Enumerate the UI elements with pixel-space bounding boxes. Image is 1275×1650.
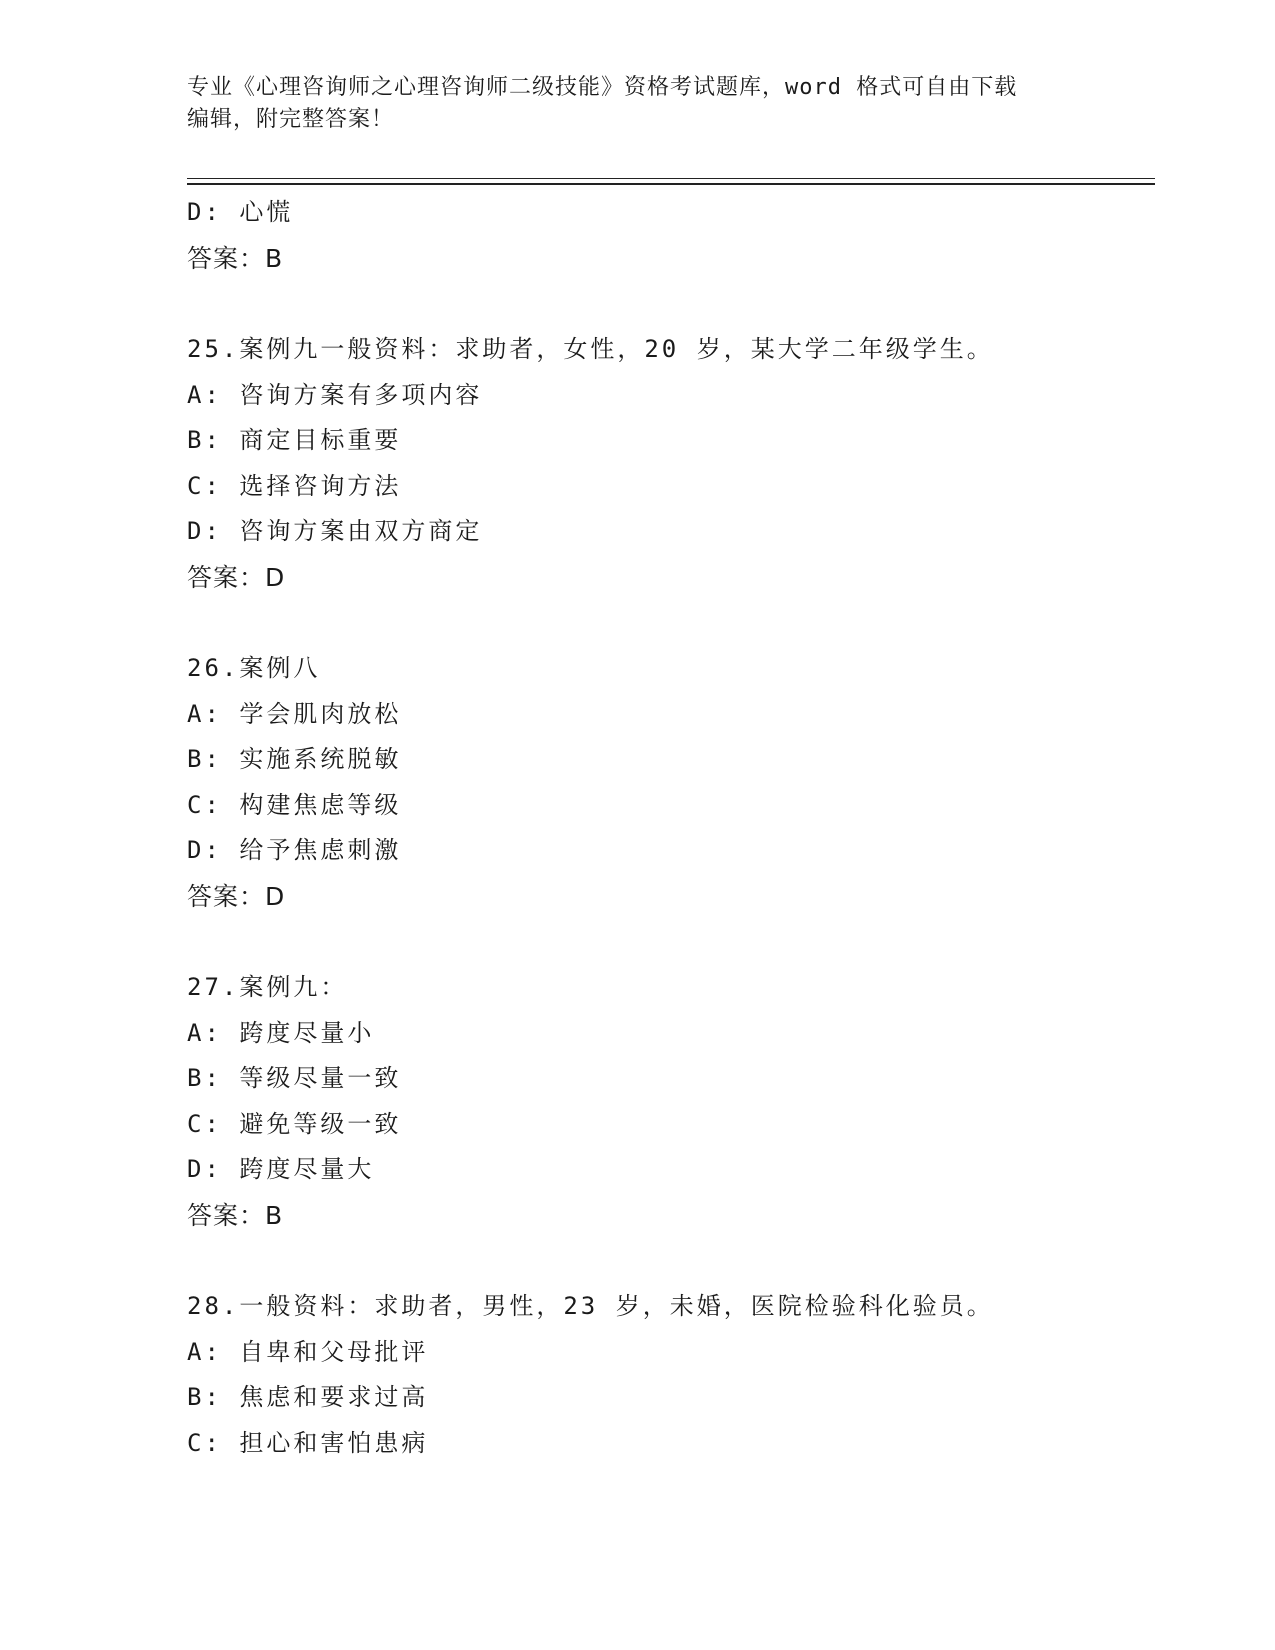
option-a: A: 咨询方案有多项内容 xyxy=(187,380,483,409)
option-a: A: 自卑和父母批评 xyxy=(187,1337,429,1366)
spacer xyxy=(187,919,1155,965)
answer: 答案：D xyxy=(187,881,286,911)
option-b: B: 商定目标重要 xyxy=(187,426,402,454)
option-d: D: 咨询方案由双方商定 xyxy=(187,517,483,545)
option-b: B: 实施系统脱敏 xyxy=(187,745,402,773)
option-c: C: 选择咨询方法 xyxy=(187,471,402,500)
spacer xyxy=(187,1238,1155,1284)
fragment-answer: 答案：B xyxy=(187,243,284,273)
question-list xyxy=(187,190,1155,1466)
question-stem: 26.案例八 xyxy=(187,654,321,682)
fragment-option-d: D: 心慌 xyxy=(187,198,294,226)
question-stem: 25.案例九一般资料：求助者，女性，20 岁，某大学二年级学生。 xyxy=(187,335,994,363)
question-stem: 28.一般资料：求助者，男性，23 岁，未婚，医院检验科化验员。 xyxy=(187,1292,994,1320)
answer: 答案：D xyxy=(187,562,286,592)
header-line-2: 编辑，附完整答案！ xyxy=(187,107,395,132)
option-b: B: 等级尽量一致 xyxy=(187,1064,402,1092)
option-b: B: 焦虑和要求过高 xyxy=(187,1383,429,1411)
answer: 答案：B xyxy=(187,1200,284,1230)
question-stem: 27.案例九： xyxy=(187,973,348,1001)
option-d: D: 给予焦虑刺激 xyxy=(187,836,402,864)
option-d: D: 跨度尽量大 xyxy=(187,1155,375,1183)
spacer xyxy=(187,600,1155,646)
option-c: C: 避免等级一致 xyxy=(187,1109,402,1138)
option-c: C: 构建焦虑等级 xyxy=(187,790,402,819)
header-divider-top xyxy=(187,178,1155,179)
option-a: A: 学会肌肉放松 xyxy=(187,699,402,728)
option-a: A: 跨度尽量小 xyxy=(187,1018,375,1047)
document-header xyxy=(187,72,1087,136)
header-line-1: 专业《心理咨询师之心理咨询师二级技能》资格考试题库，word 格式可自由下载 xyxy=(187,75,1018,100)
header-divider-bottom xyxy=(187,183,1155,185)
option-c: C: 担心和害怕患病 xyxy=(187,1428,429,1457)
spacer xyxy=(187,281,1155,327)
